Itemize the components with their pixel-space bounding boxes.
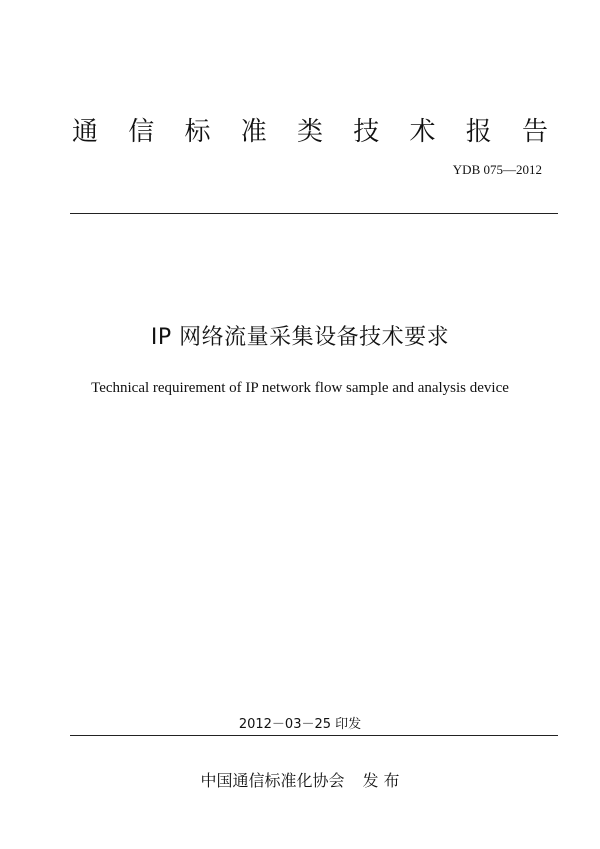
publish-label: 发 布 (362, 771, 400, 790)
publisher-name: 中国通信标准化协会 (200, 771, 345, 790)
title-char: 报 (465, 117, 492, 147)
publisher-line (0, 770, 600, 792)
document-title-zh: IP 网络流量采集设备技术要求 (150, 325, 450, 350)
top-divider (70, 213, 558, 214)
title-char: 技 (353, 117, 380, 147)
document-title-en: Technical requirement of IP network flow sample and analysis device (91, 380, 509, 396)
document-number: YDB 075—2012 (452, 162, 542, 177)
title-char: 术 (409, 117, 436, 147)
bottom-divider (70, 735, 558, 736)
title-char: 告 (521, 117, 548, 147)
title-char: 通 (71, 117, 98, 147)
title-char: 标 (184, 117, 211, 147)
title-char: 类 (296, 117, 323, 147)
title-char: 准 (240, 117, 267, 147)
title-char: 信 (128, 117, 155, 147)
print-date: 2012－03－25 印发 (238, 717, 362, 732)
report-category-title (70, 112, 550, 152)
